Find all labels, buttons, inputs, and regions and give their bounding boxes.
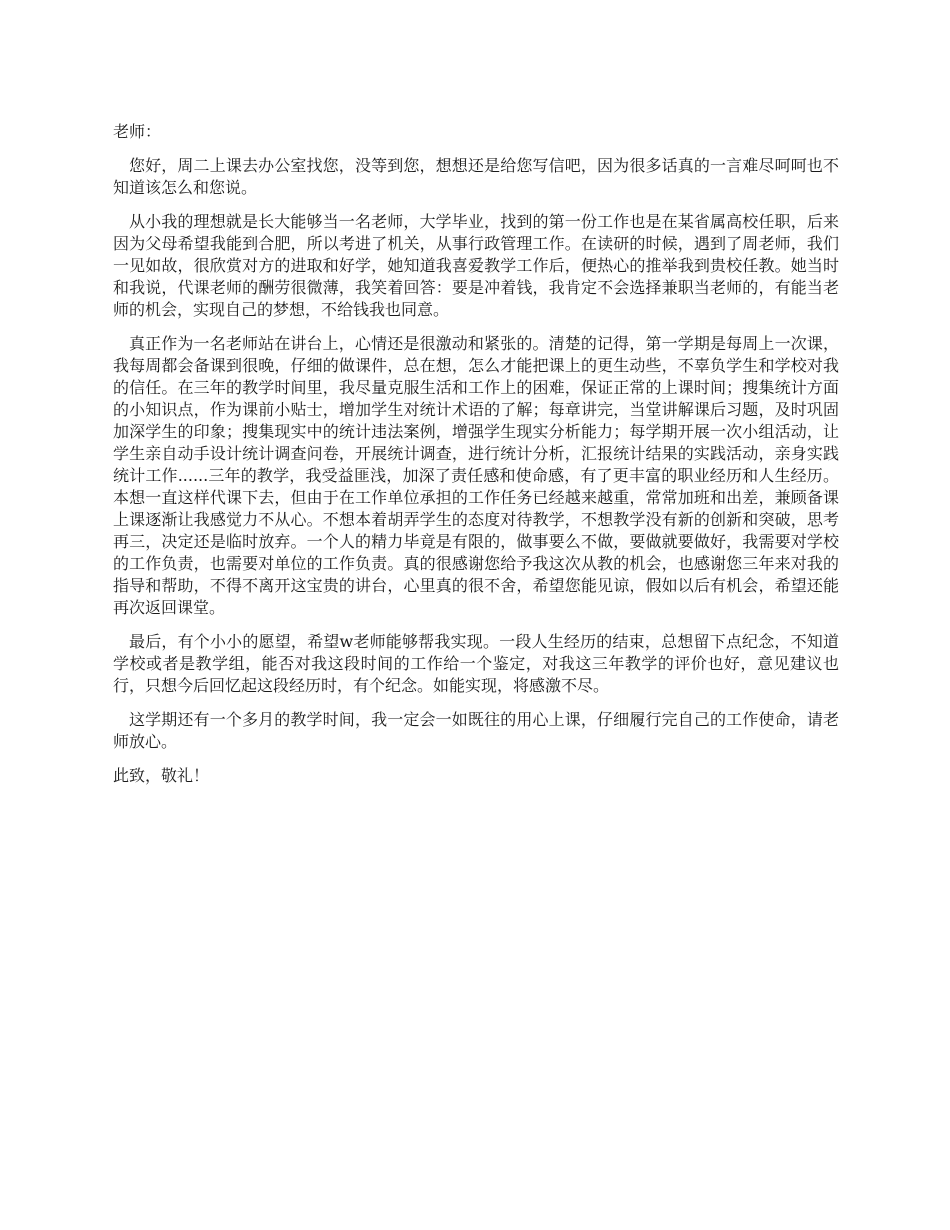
- paragraph-request: 最后，有个小小的愿望，希望w老师能够帮我实现。一段人生经历的结束，总想留下点纪念，不知道学校或者是教学组，能否对我这段时间的工作给一个鉴定，对我这三年教学的评价也好，意见建议也行，只想今后回忆起这段经历时，有个纪念。如能实现，将感激不尽。: [113, 632, 839, 695]
- letter-body: [113, 121, 839, 787]
- salutation: 老师：: [113, 122, 162, 141]
- paragraph-teaching-experience: 真正作为一名老师站在讲台上，心情还是很激动和紧张的。清楚的记得，第一学期是每周上一次课，我每周都会备课到很晚，仔细的做课件，总在想，怎么才能把课上的更生动些，不辜负学生和学校对我的信任。在三年的教学时间里，我尽量克服生活和工作上的困难，保证正常的上课时间；搜集统计方面的小知识点，作为课前小贴士，增加学生对统计术语的了解；每章讲完，当堂讲解课后习题，及时巩固加深学生的印象；搜集现实中的统计违法案例，增强学生现实分析能力；每学期开展一次小组活动，让学生亲自动手设计统计调查问卷，开展统计调查，进行统计分析，汇报统计结果的实践活动，亲身实践统计工作......三年的教学，我受益匪浅，加深了责任感和使命感，有了更丰富的职业经历和人生经历。本想一直这样代课下去，但由于在工作单位承担的工作任务已经越来越重，常常加班和出差，兼顾备课上课逐渐让我感觉力不从心。不想本着胡弄学生的态度对待教学，不想教学没有新的创新和突破，思考再三，决定还是临时放弃。一个人的精力毕竟是有限的，做事要么不做，要做就要做好，我需要对学校的工作负责，也需要对单位的工作负责。真的很感谢您给予我这次从教的机会，也感谢您三年来对我的指导和帮助，不得不离开这宝贵的讲台，心里真的很不舍，希望您能见谅，假如以后有机会，希望还能再次返回课堂。: [113, 334, 839, 617]
- paragraph-greeting: 您好，周二上课去办公室找您，没等到您，想想还是给您写信吧，因为很多话真的一言难尽呵呵也不知道该怎么和您说。: [113, 156, 839, 197]
- paragraph-background: 从小我的理想就是长大能够当一名老师，大学毕业，找到的第一份工作也是在某省属高校任职，后来因为父母希望我能到合肥，所以考进了机关，从事行政管理工作。在读研的时候，遇到了周老师，我们一见如故，很欣赏对方的进取和好学，她知道我喜爱教学工作后，便热心的推举我到贵校任教。她当时和我说，代课老师的酬劳很微薄，我笑着回答：要是冲着钱，我肯定不会选择兼职当老师的，有能当老师的机会，实现自己的梦想，不给钱我也同意。: [113, 212, 839, 319]
- paragraph-commitment: 这学期还有一个多月的教学时间，我一定会一如既往的用心上课，仔细履行完自己的工作使命，请老师放心。: [113, 710, 839, 751]
- closing: 此致，敬礼！: [113, 766, 210, 785]
